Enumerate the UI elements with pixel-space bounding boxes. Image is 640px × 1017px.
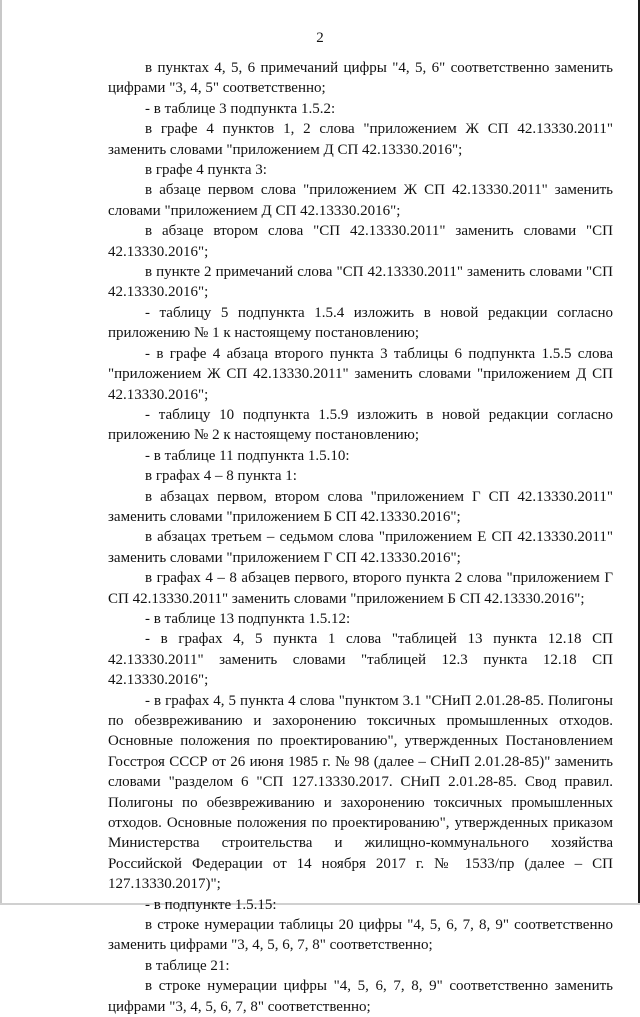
scan-edge-left (0, 0, 2, 905)
paragraph: в абзацах третьем – седьмом слова "приложением Е СП 42.13330.2011" заменить словами "приложением Г СП 42.13330.2016"; (108, 529, 613, 566)
paragraph: - в подпункте 1.5.15: (145, 896, 277, 913)
paragraph: - таблицу 10 подпункта 1.5.9 изложить в новой редакции согласно приложению № 2 к настоящему постановлению; (108, 406, 613, 444)
paragraph: в графах 4 – 8 пункта 1: (145, 468, 297, 485)
paragraph: в графе 4 пункта 3: (145, 162, 267, 179)
paragraph: - в графах 4, 5 пункта 1 слова "таблицей 13 пункта 12.18 СП 42.13330.2011" заменить словами "таблицей 12.3 пункта 12.18 СП 42.13330.2016"; (108, 631, 613, 689)
paragraph: - таблицу 5 подпункта 1.5.4 изложить в новой редакции согласно приложению № 1 к настоящему постановлению; (108, 304, 613, 342)
paragraph: - в таблице 3 подпункта 1.5.2: (145, 100, 336, 117)
paragraph: в графе 4 пунктов 1, 2 слова "приложением Ж СП 42.13330.2011" заменить словами "приложением Д СП 42.13330.2016"; (108, 121, 613, 158)
paragraph: в пункте 2 примечаний слова "СП 42.13330.2011" заменить словами "СП 42.13330.2016"; (108, 264, 613, 301)
paragraph: - в таблице 11 подпункта 1.5.10: (145, 447, 350, 464)
paragraph: в пунктах 4, 5, 6 примечаний цифры "4, 5, 6" соответственно заменить цифрами "3, 4, 5" соответственно; (108, 60, 613, 97)
paragraph: - в таблице 13 подпункта 1.5.12: (145, 610, 351, 627)
paragraph: в строке нумерации цифры "4, 5, 6, 7, 8, 9" соответственно заменить цифрами "3, 4, 5, 6, 7, 8" соответственно; (108, 978, 613, 1015)
paragraph: в таблице 21: (145, 957, 230, 974)
paragraph: в абзаце втором слова "СП 42.13330.2011" заменить словами "СП 42.13330.2016"; (108, 223, 613, 260)
paragraph: - в графе 4 абзаца второго пункта 3 таблицы 6 подпункта 1.5.5 слова "приложением Ж СП 42.13330.2011" заменить словами "приложением Д СП 42.13330.2016"; (108, 345, 613, 403)
paragraph: в абзаце первом слова "приложением Ж СП 42.13330.2011" заменить словами "приложением Д СП 42.13330.2016"; (108, 182, 613, 219)
document-body (108, 58, 613, 1017)
paragraph: в графах 4 – 8 абзацев первого, второго пункта 2 слова "приложением Г СП 42.13330.2011" заменить словами "приложением Б СП 42.13330.2016"; (108, 570, 613, 607)
paragraph: в строке нумерации таблицы 20 цифры "4, 5, 6, 7, 8, 9" соответственно заменить цифрами "3, 4, 5, 6, 7, 8" соответственно; (108, 917, 613, 954)
paragraph: - в графах 4, 5 пункта 4 слова "пунктом 3.1 "СНиП 2.01.28-85. Полигоны по обезвреживанию и захоронению токсичных промышленных отходов. Основные положения по проектированию", утвержденных Постановлением Госстроя СССР от 26 июня 1985 г. № 98 (далее – СНиП 2.01.28-85)" заменить словами "разделом 6 "СП 127.13330.2017. СНиП 2.01.28-85. Свод правил. Полигоны по обезвреживанию и захоронению токсичных промышленных отходов. Основные положения по проектированию", утвержденных приказом Министерства строительства и жилищно-коммунального хозяйства Российской Федерации от 14 ноября 2017 г. № 1533/пр (далее – СП 127.13330.2017)"; (108, 692, 613, 893)
page-number: 2 (316, 30, 324, 46)
paragraph: в абзацах первом, втором слова "приложением Г СП 42.13330.2011" заменить словами "приложением Б СП 42.13330.2016"; (108, 488, 613, 525)
